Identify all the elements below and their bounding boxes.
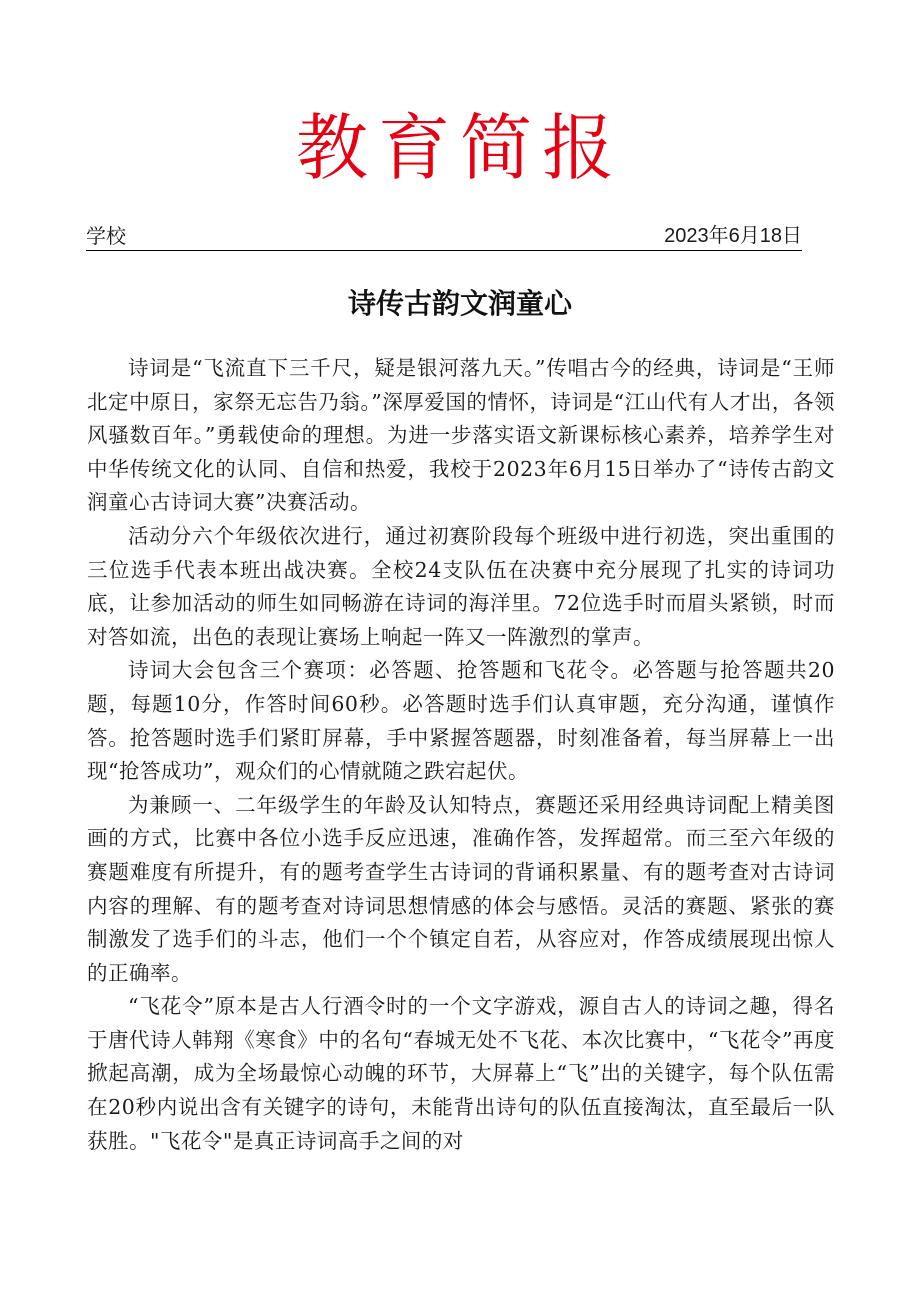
article-paragraph: “飞花令”原本是古人行酒令时的一个文字游戏，源自古人的诗词之趣，得名于唐代诗人韩翔《寒食》中的名句“春城无处不飞花、本次比赛中，“飞花令”再度掀起高潮，成为全场最惊心动魄的环节，大屏幕上“飞”出的关键字，每个队伍需在20秒内说出含有关键字的诗句，未能背出诗句的队伍直接淘汰，直至最后一队获胜。"飞花令"是真正诗词高手之间的对 xyxy=(87,994,835,1153)
article-paragraph: 活动分六个年级依次进行，通过初赛阶段每个班级中进行初选，突出重围的三位选手代表本班出战决赛。全校24支队伍在决赛中充分展现了扎实的诗词功底，让参加活动的师生如同畅游在诗词的海洋里。72位选手时而眉头紧锁，时而对答如流，出色的表现让赛场上响起一阵又一阵激烈的掌声。 xyxy=(87,523,835,649)
school-label: 学校 xyxy=(86,224,126,248)
article-headline: 诗传古韵文润童心 xyxy=(347,287,572,320)
article-paragraph: 诗词大会包含三个赛项：必答题、抢答题和飞花令。必答题与抢答题共20题，每题10分，作答时间60秒。必答题时选手们认真审题，充分沟通，谨慎作答。抢答题时选手们紧盯屏幕，手中紧握答题器，时刻准备着，每当屏幕上一出现“抢答成功”，观众们的心情就随之跌宕起伏。 xyxy=(87,658,835,784)
article-paragraph: 为兼顾一、二年级学生的年龄及认知特点，赛题还采用经典诗词配上精美图画的方式，比赛中各位小选手反应迅速，准确作答，发挥超常。而三至六年级的赛题难度有所提升，有的题考查学生古诗词的背诵积累量、有的题考查对古诗词内容的理解、有的题考查对诗词思想情感的体会与感悟。灵活的赛题、紧张的赛制激发了选手们的斗志，他们一个个镇定自若，从容应对，作答成绩展现出惊人的正确率。 xyxy=(87,792,835,985)
dateline xyxy=(86,224,802,251)
issue-date: 2023年6月18日 xyxy=(664,225,802,247)
article-paragraph: 诗词是“飞流直下三千尺，疑是银河落九天。”传唱古今的经典，诗词是“王师北定中原日，家祭无忘告乃翁。”深厚爱国的情怀，诗词是“江山代有人才出，各领风骚数百年。”勇载使命的理想。为进一步落实语文新课标核心素养，培养学生对中华传统文化的认同、自信和热爱，我校于2023年6月15日举办了“诗传古韵文润童心古诗词大赛”决赛活动。 xyxy=(87,356,835,515)
article-body xyxy=(87,352,835,1158)
masthead-title: 教育简报 xyxy=(295,106,624,190)
